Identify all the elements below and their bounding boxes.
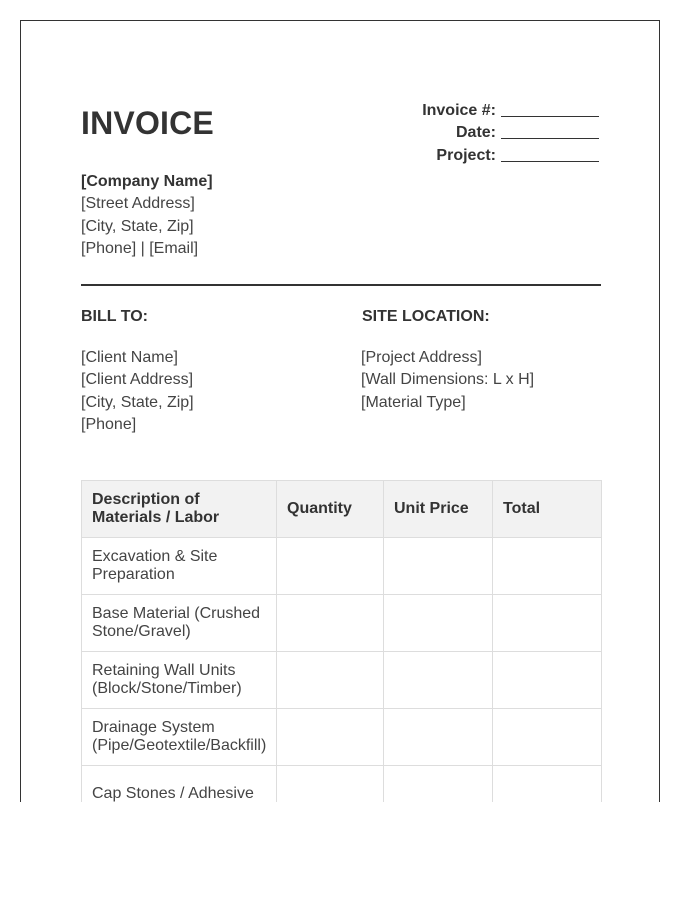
cell-description: Retaining Wall Units (Block/Stone/Timber) xyxy=(82,652,277,709)
bill-to-client-address: [Client Address] xyxy=(81,371,194,389)
cell-total[interactable] xyxy=(493,595,602,652)
date-row xyxy=(339,120,599,143)
cell-description: Base Material (Crushed Stone/Gravel) xyxy=(82,595,277,652)
header-divider xyxy=(81,284,601,286)
cell-description: Cap Stones / Adhesive xyxy=(82,766,277,803)
cell-quantity[interactable] xyxy=(277,595,384,652)
table-row xyxy=(82,766,602,803)
invoice-title: INVOICE xyxy=(81,105,214,141)
site-wall-dimensions: [Wall Dimensions: L x H] xyxy=(361,371,535,389)
cell-quantity[interactable] xyxy=(277,538,384,595)
cell-unit-price[interactable] xyxy=(384,766,493,803)
site-location-heading: SITE LOCATION: xyxy=(362,308,490,325)
project-label: Project: xyxy=(436,146,496,164)
column-header-quantity: Quantity xyxy=(277,481,384,538)
table-row xyxy=(82,709,602,766)
cell-unit-price[interactable] xyxy=(384,538,493,595)
table-row xyxy=(82,595,602,652)
cell-unit-price[interactable] xyxy=(384,595,493,652)
project-row xyxy=(339,142,599,165)
cell-quantity[interactable] xyxy=(277,709,384,766)
bill-to-city: [City, State, Zip] xyxy=(81,393,194,411)
column-header-unit-price: Unit Price xyxy=(384,481,493,538)
table-row xyxy=(82,652,602,709)
table-row xyxy=(82,538,602,595)
cell-description: Excavation & Site Preparation xyxy=(82,538,277,595)
company-block xyxy=(81,171,213,261)
company-street: [Street Address] xyxy=(81,195,195,213)
cell-total[interactable] xyxy=(493,709,602,766)
cell-quantity[interactable] xyxy=(277,652,384,709)
site-material-type: [Material Type] xyxy=(361,393,466,411)
bill-to-heading: BILL TO: xyxy=(81,308,148,325)
bill-to-client-name: [Client Name] xyxy=(81,349,178,366)
company-contact: [Phone] | [Email] xyxy=(81,240,199,258)
company-city: [City, State, Zip] xyxy=(81,217,194,235)
cell-unit-price[interactable] xyxy=(384,709,493,766)
invoice-meta xyxy=(339,97,599,165)
invoice-number-row xyxy=(339,97,599,120)
cell-total[interactable] xyxy=(493,766,602,803)
date-label: Date: xyxy=(455,124,496,141)
invoice-page xyxy=(20,20,660,802)
table-header-row xyxy=(82,481,602,538)
items-table xyxy=(81,480,602,802)
site-project-address: [Project Address] xyxy=(361,349,482,366)
cell-unit-price[interactable] xyxy=(384,652,493,709)
cell-total[interactable] xyxy=(493,652,602,709)
invoice-number-blank[interactable] xyxy=(501,115,599,117)
cell-description: Drainage System (Pipe/Geotextile/Backfill) xyxy=(82,709,277,766)
project-blank[interactable] xyxy=(501,160,599,162)
invoice-number-label: Invoice #: xyxy=(422,101,496,119)
column-header-total: Total xyxy=(493,481,602,538)
bill-to-phone: [Phone] xyxy=(81,416,137,434)
cell-quantity[interactable] xyxy=(277,766,384,803)
cell-total[interactable] xyxy=(493,538,602,595)
company-name: [Company Name] xyxy=(81,173,213,190)
site-location-block xyxy=(361,347,534,414)
column-header-description: Description of Materials / Labor xyxy=(82,481,277,538)
date-blank[interactable] xyxy=(501,137,599,139)
bill-to-block xyxy=(81,347,194,437)
